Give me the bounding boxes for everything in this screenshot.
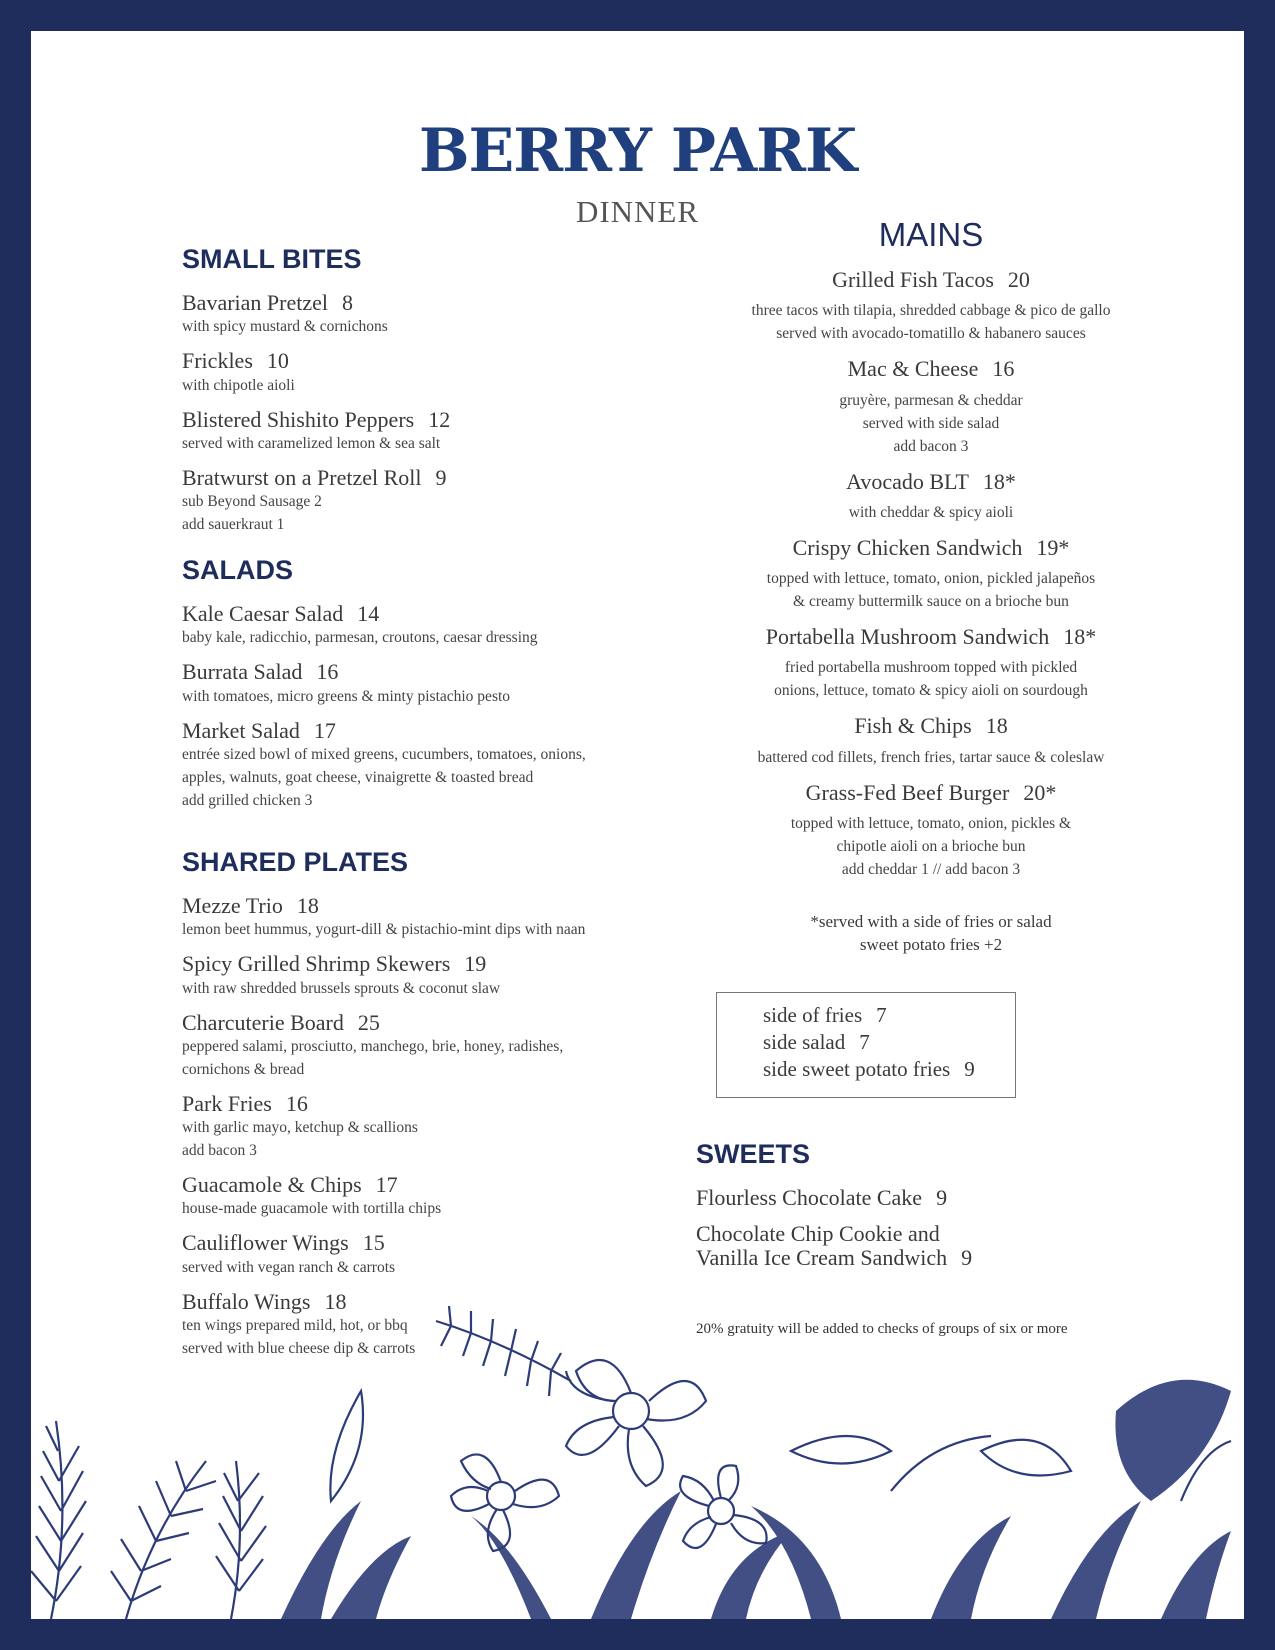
- sweet-name: Vanilla Ice Cream Sandwich: [696, 1245, 948, 1270]
- item-price: 14: [357, 601, 380, 626]
- sweet-item: [696, 1186, 1146, 1210]
- item-description: served with caramelized lemon & sea salt: [182, 434, 441, 452]
- shared-plates-title: SHARED PLATES: [182, 847, 409, 877]
- item-price: 17: [375, 1172, 398, 1198]
- item-price: 15: [362, 1230, 385, 1256]
- main-item: [721, 267, 1141, 345]
- mains-list: [721, 267, 1141, 881]
- item-description: with raw shredded brussels sprouts & coconut slaw: [182, 979, 501, 997]
- main-item: [721, 780, 1141, 881]
- item-name: Market Salad: [182, 717, 300, 743]
- side-price: 7: [859, 1030, 870, 1054]
- main-description: fried portabella mushroom topped with pickled: [784, 659, 1078, 677]
- item-price: 17: [313, 717, 336, 743]
- side-price: 7: [876, 1003, 887, 1027]
- main-name: Crispy Chicken Sandwich: [792, 534, 1023, 560]
- sweets-list: [696, 1186, 1146, 1270]
- mains-note: [721, 910, 1141, 956]
- main-description-block: [721, 812, 1141, 881]
- item-name: Bavarian Pretzel: [182, 290, 328, 315]
- main-price: 18*: [982, 468, 1016, 494]
- menu-item: [182, 465, 702, 536]
- item-name-line: [182, 1230, 702, 1255]
- small-bites-list: [182, 290, 702, 536]
- side-name: side sweet potato fries: [763, 1057, 951, 1081]
- item-price: 12: [428, 406, 451, 432]
- restaurant-name: BERRY PARK: [418, 116, 857, 186]
- main-description: topped with lettuce, tomato, onion, pickles &: [790, 815, 1072, 833]
- main-item: [721, 624, 1141, 702]
- gratuity-note: 20% gratuity will be added to checks of groups of six or more: [696, 1321, 1068, 1337]
- item-description: cornichons & bread: [182, 1060, 305, 1078]
- item-description: apples, walnuts, goat cheese, vinaigrette & toasted bread: [182, 768, 534, 786]
- main-description-block: [721, 567, 1141, 613]
- item-description: peppered salami, prosciutto, manchego, brie, honey, radishes,: [182, 1037, 564, 1055]
- menu-item: [182, 718, 702, 812]
- side-name: side of fries: [763, 1003, 863, 1027]
- main-description: battered cod fillets, french fries, tartar sauce & coleslaw: [757, 748, 1105, 766]
- item-description: ten wings prepared mild, hot, or bbq: [182, 1317, 408, 1335]
- main-description: & creamy buttermilk sauce on a brioche bun: [793, 593, 1069, 611]
- item-name-line: [182, 465, 702, 490]
- side-item: [763, 1056, 1015, 1083]
- main-description-block: [721, 389, 1141, 458]
- item-name-line: [182, 348, 702, 373]
- item-description: sub Beyond Sausage 2: [182, 493, 322, 511]
- sweet-price: 9: [961, 1245, 973, 1270]
- main-description: with cheddar & spicy aioli: [848, 503, 1014, 521]
- sweet-name: Flourless Chocolate Cake: [696, 1185, 923, 1210]
- main-price: 18: [985, 713, 1008, 739]
- sweet-item: [696, 1222, 1146, 1270]
- main-price: 16: [992, 356, 1015, 382]
- main-name-line: [721, 267, 1141, 292]
- menu-item: [182, 659, 702, 707]
- main-price: 20*: [1023, 779, 1057, 805]
- sweet-name-line: [696, 1246, 1146, 1270]
- shared-plates-list: [182, 893, 702, 1360]
- main-item: [721, 535, 1141, 613]
- main-description: three tacos with tilapia, shredded cabbage & pico de gallo: [751, 302, 1111, 320]
- item-name: Kale Caesar Salad: [182, 601, 344, 626]
- main-description: add cheddar 1 // add bacon 3: [841, 861, 1021, 879]
- item-name: Mezze Trio: [182, 893, 283, 918]
- salads-list: [182, 601, 702, 812]
- side-name: side salad: [763, 1030, 846, 1054]
- small-bites-section: [182, 246, 702, 536]
- item-description: with tomatoes, micro greens & minty pistachio pesto: [182, 687, 511, 705]
- main-description: topped with lettuce, tomato, onion, pickled jalapeños: [766, 570, 1096, 588]
- main-description-block: [721, 746, 1141, 769]
- side-item: [763, 1002, 1015, 1029]
- item-price: 10: [266, 348, 289, 374]
- menu-subtitle: DINNER: [575, 194, 700, 229]
- salads-section: [182, 557, 702, 812]
- main-description: served with avocado-tomatillo & habanero sauces: [776, 325, 1086, 343]
- sweets-title: SWEETS: [696, 1139, 811, 1169]
- item-description: served with vegan ranch & carrots: [182, 1258, 396, 1276]
- item-price: 18: [324, 1288, 347, 1314]
- menu-item: [182, 951, 702, 999]
- mains-title: MAINS: [878, 216, 984, 253]
- sweets-section: [696, 1141, 1146, 1270]
- item-name-line: [182, 290, 702, 315]
- menu-item: [182, 601, 702, 649]
- mains-section: [721, 218, 1141, 881]
- main-description-block: [721, 299, 1141, 345]
- menu-item: [182, 893, 702, 941]
- item-name: Charcuterie Board: [182, 1009, 344, 1035]
- menu-item: [182, 1230, 702, 1278]
- item-name: Frickles: [182, 348, 253, 374]
- mains-note-line: sweet potato fries +2: [859, 935, 1003, 954]
- item-price: 19: [464, 951, 487, 977]
- main-name: Mac & Cheese: [847, 356, 979, 382]
- salads-title: SALADS: [182, 555, 294, 585]
- item-price: 8: [342, 290, 353, 315]
- sweet-name-line: [696, 1186, 1146, 1210]
- sweet-name-line: [696, 1222, 1146, 1246]
- menu-item: [182, 407, 702, 455]
- main-description: add bacon 3: [893, 437, 969, 455]
- main-name-line: [721, 535, 1141, 560]
- mains-note-line: *served with a side of fries or salad: [810, 912, 1052, 931]
- main-price: 18*: [1063, 624, 1097, 650]
- side-price: 9: [964, 1057, 975, 1081]
- menu-page: [31, 31, 1244, 1619]
- menu-item: [182, 290, 702, 338]
- item-price: 18: [296, 893, 319, 918]
- item-description: lemon beet hummus, yogurt-dill & pistachio-mint dips with naan: [182, 921, 586, 939]
- main-name: Portabella Mushroom Sandwich: [765, 624, 1050, 650]
- sweet-name: Chocolate Chip Cookie and: [696, 1221, 940, 1246]
- item-description: add sauerkraut 1: [182, 516, 285, 534]
- main-description: chipotle aioli on a brioche bun: [836, 838, 1026, 856]
- item-name: Spicy Grilled Shrimp Skewers: [182, 951, 451, 977]
- main-description-block: [721, 501, 1141, 524]
- menu-item: [182, 1172, 702, 1220]
- item-description: with garlic mayo, ketchup & scallions: [182, 1119, 418, 1137]
- item-name: Park Fries: [182, 1090, 272, 1116]
- main-description: served with side salad: [862, 414, 1000, 432]
- side-item: [763, 1029, 1015, 1056]
- main-item: [721, 713, 1141, 768]
- sides-box: [716, 992, 1016, 1098]
- item-description: with chipotle aioli: [182, 376, 295, 394]
- main-name: Avocado BLT: [846, 468, 969, 494]
- item-description: with spicy mustard & cornichons: [182, 318, 388, 336]
- foliage-illustration: [31, 1301, 1244, 1619]
- item-description: served with blue cheese dip & carrots: [182, 1340, 416, 1358]
- item-name: Guacamole & Chips: [182, 1172, 362, 1198]
- main-name: Grilled Fish Tacos: [832, 267, 994, 292]
- main-name-line: [721, 469, 1141, 494]
- item-name-line: [182, 601, 702, 626]
- main-item: [721, 356, 1141, 457]
- item-name: Burrata Salad: [182, 659, 303, 685]
- shared-plates-section: [182, 849, 702, 1360]
- main-name: Fish & Chips: [854, 713, 972, 739]
- main-description-block: [721, 656, 1141, 702]
- main-price: 20: [1007, 267, 1030, 292]
- item-price: 25: [357, 1009, 380, 1035]
- item-name-line: [182, 893, 702, 918]
- main-name-line: [721, 624, 1141, 649]
- item-description: entrée sized bowl of mixed greens, cucumbers, tomatoes, onions,: [182, 745, 586, 763]
- item-description: add bacon 3: [182, 1142, 257, 1160]
- main-name-line: [721, 713, 1141, 738]
- item-name-line: [182, 659, 702, 684]
- main-description: onions, lettuce, tomato & spicy aioli on sourdough: [774, 682, 1088, 700]
- sweet-price: 9: [936, 1185, 948, 1210]
- item-name: Blistered Shishito Peppers: [182, 406, 415, 432]
- item-name-line: [182, 407, 702, 432]
- item-name-line: [182, 1010, 702, 1035]
- item-name-line: [182, 1091, 702, 1116]
- item-name-line: [182, 951, 702, 976]
- main-name-line: [721, 780, 1141, 805]
- item-description: baby kale, radicchio, parmesan, croutons, caesar dressing: [182, 629, 538, 647]
- small-bites-title: SMALL BITES: [182, 244, 362, 274]
- item-price: 16: [285, 1090, 308, 1116]
- main-name: Grass-Fed Beef Burger: [805, 779, 1010, 805]
- item-name-line: [182, 718, 702, 743]
- item-name: Cauliflower Wings: [182, 1230, 349, 1256]
- item-description: house-made guacamole with tortilla chips: [182, 1200, 442, 1218]
- menu-item: [182, 1091, 702, 1162]
- item-price: 16: [316, 659, 339, 685]
- item-name: Buffalo Wings: [182, 1288, 311, 1314]
- item-name: Bratwurst on a Pretzel Roll: [182, 464, 422, 490]
- menu-item: [182, 348, 702, 396]
- main-name-line: [721, 356, 1141, 381]
- menu-item: [182, 1010, 702, 1081]
- main-description: gruyère, parmesan & cheddar: [839, 391, 1023, 409]
- main-item: [721, 469, 1141, 524]
- item-name-line: [182, 1172, 702, 1197]
- item-price: 9: [435, 464, 447, 490]
- main-price: 19*: [1036, 534, 1070, 560]
- item-description: add grilled chicken 3: [182, 791, 313, 809]
